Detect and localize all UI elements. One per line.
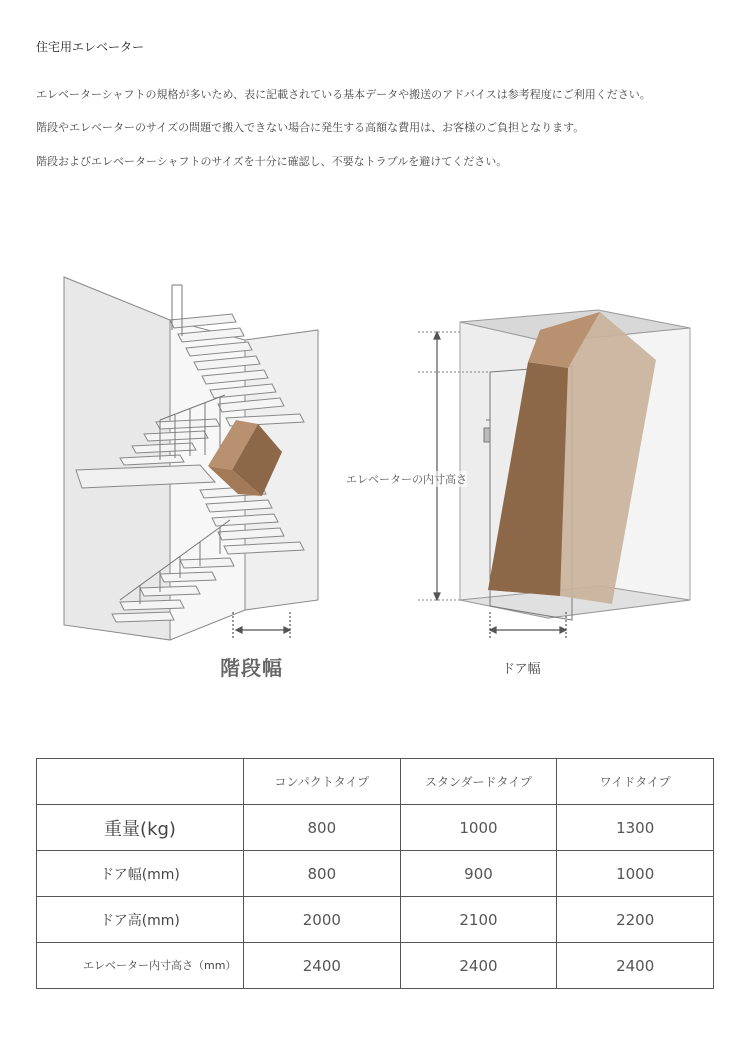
- notice-line-3: 階段およびエレベーターシャフトのサイズを十分に確認し、不要なトラブルを避けてください。: [36, 155, 508, 168]
- row-label-interior-height: エレベーター内寸高さ（mm）: [37, 943, 244, 989]
- table-row: [37, 943, 714, 989]
- row-label-door-width: ドア幅(mm): [37, 851, 244, 897]
- header-cell-compact: コンパクトタイプ: [244, 759, 401, 805]
- table-cell: 1300: [557, 805, 714, 851]
- header-cell-empty: [37, 759, 244, 805]
- staircase-drawing: [64, 277, 318, 640]
- table-cell: 800: [244, 851, 401, 897]
- row-label-door-height: ドア高(mm): [37, 897, 244, 943]
- table-cell: 2000: [244, 897, 401, 943]
- table-cell: 2100: [400, 897, 557, 943]
- elevator-spec-table: [36, 758, 714, 989]
- elevator-height-label: エレベーターの内寸高さ: [346, 473, 467, 486]
- table-cell: 2400: [557, 943, 714, 989]
- table-row: [37, 897, 714, 943]
- door-width-label: ドア幅: [502, 662, 541, 677]
- table-row: [37, 851, 714, 897]
- row-label-weight: 重量(kg): [37, 805, 244, 851]
- table-cell: 900: [400, 851, 557, 897]
- notice-line-2: 階段やエレベーターのサイズの問題で搬入できない場合に発生する高額な費用は、お客様のご負担となります。: [36, 121, 585, 134]
- table-cell: 2200: [557, 897, 714, 943]
- header-cell-standard: スタンダードタイプ: [400, 759, 557, 805]
- page-title: 住宅用エレベーター: [36, 40, 145, 54]
- table-cell: 800: [244, 805, 401, 851]
- header-cell-wide: ワイドタイプ: [557, 759, 714, 805]
- notice-line-1: エレベーターシャフトの規格が多いため、表に記載されている基本データや搬送のアドバイスは参考程度にご利用ください。: [36, 88, 651, 101]
- table-cell: 1000: [557, 851, 714, 897]
- table-cell: 1000: [400, 805, 557, 851]
- stair-width-label: 階段幅: [220, 656, 283, 680]
- table-cell: 2400: [400, 943, 557, 989]
- table-header-row: [37, 759, 714, 805]
- table-row: [37, 805, 714, 851]
- stair-width-arrow: [233, 612, 290, 640]
- table-cell: 2400: [244, 943, 401, 989]
